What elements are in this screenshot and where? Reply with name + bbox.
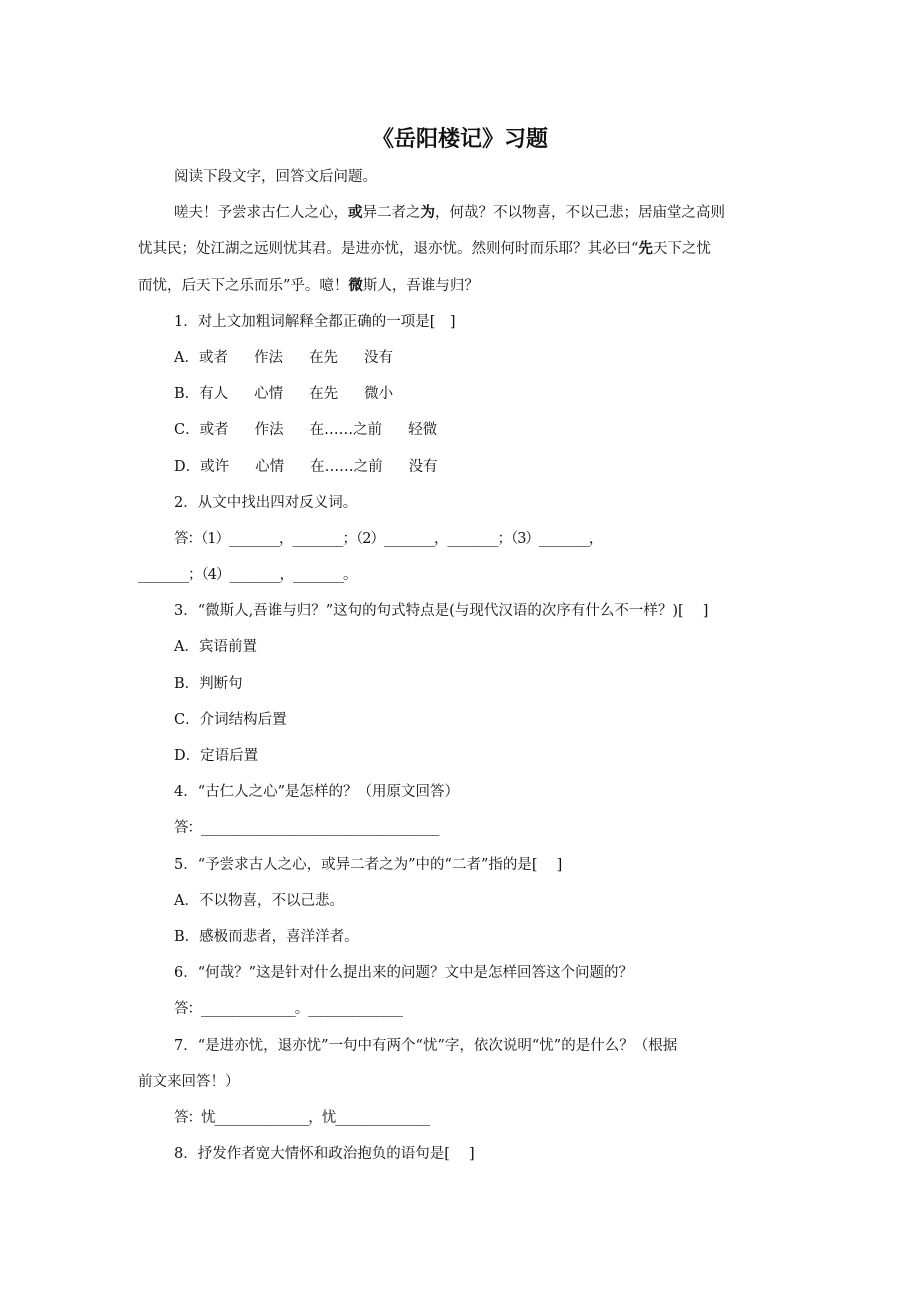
text: ，何哉？不以物喜，不以己悲；居庙堂之高则 — [435, 205, 725, 222]
option-item: 有人 — [199, 386, 229, 403]
option-item: 在……之前 — [309, 422, 383, 439]
q7-answer: 答：忧_______________，忧_______________ — [174, 1109, 429, 1126]
q1-option-b — [138, 376, 798, 412]
q1-option-d — [138, 449, 798, 485]
q3-option-b: B．判断句 — [174, 675, 243, 692]
question-6: 6．“何哉？”这是针对什么提出来的问题？文中是怎样回答这个问题的？ — [174, 965, 634, 982]
page-title: 《岳阳楼记》习题 — [371, 127, 548, 152]
q5-option-a: A．不以物喜，不以己悲。 — [174, 892, 344, 909]
option-item: 在先 — [309, 386, 339, 403]
text: 忧其民；处江湖之远则忧其君。是进亦忧，退亦忧。然则何时而乐耶？其必曰“ — [138, 241, 639, 258]
q5-option-b: B．感极而悲者，喜洋洋者。 — [174, 928, 359, 945]
q2-answer-line-2: ________；（4）________，________。 — [138, 567, 357, 584]
question-3: 3．“微斯人,吾谁与归？”这句的句式特点是(与现代汉语的次序有什么不一样？)[ ] — [174, 603, 709, 620]
text: 而忧，后天下之乐而乐”乎。噫！ — [138, 277, 349, 294]
q3-option-a: A．宾语前置 — [174, 639, 257, 656]
option-item: 作法 — [253, 349, 283, 366]
q6-answer: 答：_______________。_______________ — [174, 1001, 402, 1018]
intro: 阅读下段文字，回答文后问题。 — [174, 169, 377, 185]
option-label: B． — [174, 386, 200, 403]
question-4: 4．“古仁人之心”是怎样的？（用原文回答） — [174, 784, 460, 801]
option-item: 或者 — [199, 422, 229, 439]
question-5: 5．“予尝求古人之心，或异二者之为”中的“二者”指的是[ ] — [174, 856, 563, 873]
option-item: 在……之前 — [310, 458, 383, 475]
option-label: C． — [174, 422, 200, 439]
q2-answer-line-1: 答：（1）________，________；（2）________，________；（3）________， — [174, 530, 603, 547]
option-label: A． — [174, 349, 199, 366]
passage-line-1 — [138, 195, 798, 231]
option-item: 在先 — [308, 349, 338, 366]
bold-word: 先 — [638, 241, 653, 258]
question-2: 2．从文中找出四对反义词。 — [174, 494, 358, 511]
passage-line-2 — [138, 231, 798, 267]
question-7-continued: 前文来回答！） — [138, 1073, 240, 1090]
bold-word: 或 — [348, 205, 363, 222]
option-item: 没有 — [363, 349, 393, 366]
q1-option-c — [138, 412, 798, 448]
bold-word: 为 — [420, 205, 435, 222]
option-item: 或者 — [198, 349, 228, 366]
question-7: 7．“是进亦忧，退亦忧”一句中有两个“忧”字，依次说明“忧”的是什么？（根据 — [174, 1037, 678, 1054]
text: 斯人，吾谁与归？ — [362, 277, 479, 294]
option-item: 微小 — [364, 386, 394, 403]
bold-word: 微 — [348, 277, 363, 294]
text: 天下之忧 — [652, 241, 711, 258]
text: 异二者之 — [362, 205, 421, 222]
option-label: D． — [174, 458, 201, 475]
q1-option-a — [138, 340, 798, 376]
text: 嗟夫！予尝求古仁人之心， — [174, 205, 348, 222]
q3-option-c: C．介词结构后置 — [174, 711, 287, 728]
passage-line-3 — [138, 268, 798, 304]
question-1: 1．对上文加粗词解释全都正确的一项是[ ] — [174, 313, 456, 330]
question-8: 8．抒发作者宽大情怀和政治抱负的语句是[ ] — [174, 1146, 475, 1163]
option-item: 轻微 — [408, 422, 438, 439]
document-body — [138, 159, 798, 1172]
option-item: 心情 — [255, 458, 285, 475]
option-item: 或许 — [200, 458, 230, 475]
option-item: 作法 — [254, 422, 284, 439]
option-item: 没有 — [408, 458, 438, 475]
q4-answer: 答：______________________________________ — [174, 820, 439, 837]
q3-option-d: D．定语后置 — [174, 748, 259, 764]
option-item: 心情 — [254, 386, 284, 403]
